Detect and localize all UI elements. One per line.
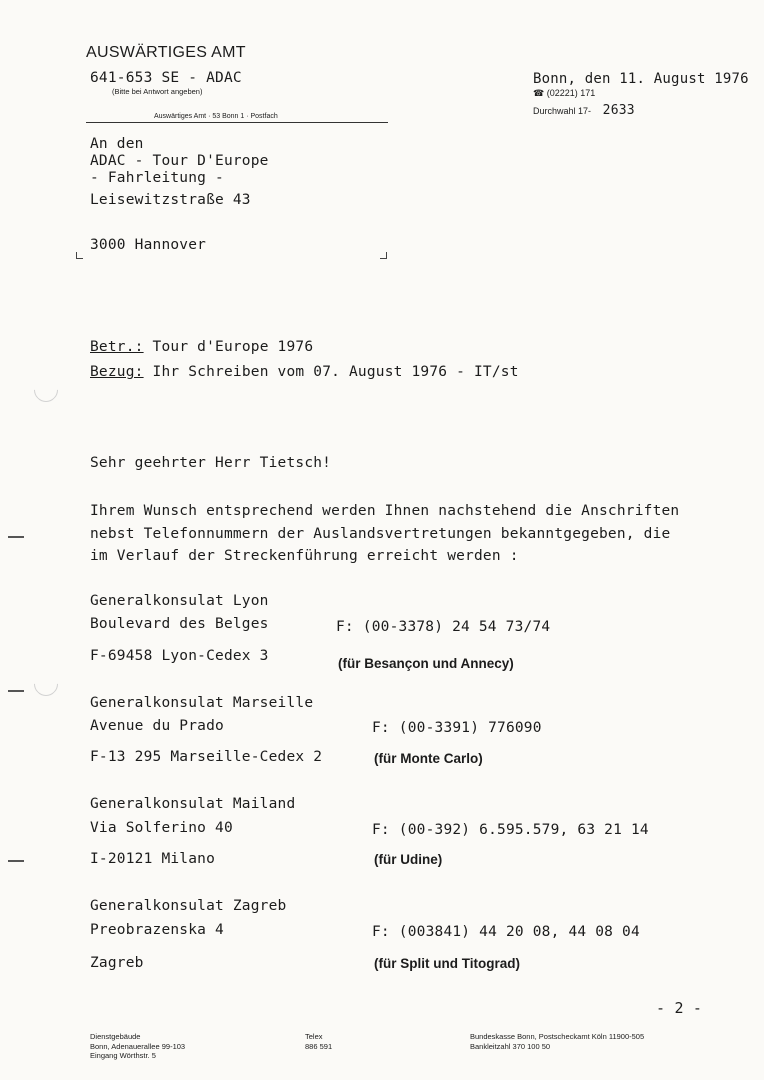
consulate-phone: F: (00-3391) 776090 bbox=[372, 720, 542, 736]
footer-telex-line: Telex bbox=[305, 1032, 323, 1041]
consulate-street: Via Solferino 40 bbox=[90, 820, 233, 836]
sender-line: Auswärtiges Amt · 53 Bonn 1 · Postfach bbox=[154, 113, 278, 120]
ministry-name: AUSWÄRTIGES AMT bbox=[86, 44, 246, 61]
consulate-note: (für Udine) bbox=[374, 852, 443, 867]
consulate-street: Avenue du Prado bbox=[90, 718, 224, 734]
footer-building-line: Eingang Wörthstr. 5 bbox=[90, 1051, 156, 1060]
consulate-name: Generalkonsulat Mailand bbox=[90, 796, 296, 812]
paragraph-line-1: Ihrem Wunsch entsprechend werden Ihnen nachstehend die Anschriften bbox=[90, 503, 680, 519]
consulate-name: Generalkonsulat Zagreb bbox=[90, 898, 287, 914]
consulate-name: Generalkonsulat Lyon bbox=[90, 593, 269, 609]
footer-bank bbox=[470, 1032, 644, 1051]
recipient-line-3: - Fahrleitung - bbox=[90, 170, 224, 186]
fold-mark-middle bbox=[8, 690, 24, 692]
paragraph-line-3: im Verlauf der Streckenführung erreicht werden : bbox=[90, 548, 519, 564]
consulate-city: F-13 295 Marseille-Cedex 2 bbox=[90, 749, 323, 765]
recipient-line-4: Leisewitzstraße 43 bbox=[90, 192, 251, 208]
date-line: Bonn, den 11. August 1976 bbox=[533, 71, 749, 87]
footer-telex-line: 886 591 bbox=[305, 1041, 333, 1051]
betr-label: Betr.: bbox=[90, 339, 144, 355]
phone-number: ☎ (02221) 171 bbox=[533, 88, 596, 98]
recipient-line-1: An den bbox=[90, 136, 144, 152]
consulate-name: Generalkonsulat Marseille bbox=[90, 695, 314, 711]
extension-value: 2633 bbox=[602, 103, 635, 118]
footer-telex bbox=[305, 1032, 332, 1051]
consulate-street: Preobrazenska 4 bbox=[90, 922, 224, 938]
fold-mark-bottom bbox=[8, 860, 24, 862]
window-corner-left bbox=[76, 252, 83, 259]
extension-line bbox=[533, 99, 635, 118]
reference-line bbox=[90, 364, 519, 380]
footer-building-line: Dienstgebäude bbox=[90, 1032, 141, 1041]
paragraph-line-2: nebst Telefonnummern der Auslandsvertretungen bekanntgegeben, die bbox=[90, 526, 671, 542]
recipient-line-2: ADAC - Tour D'Europe bbox=[90, 153, 269, 169]
consulate-note: (für Split und Titograd) bbox=[374, 956, 520, 971]
punch-hole-top bbox=[29, 373, 63, 407]
consulate-city: Zagreb bbox=[90, 955, 144, 971]
consulate-note: (für Besançon und Annecy) bbox=[338, 656, 514, 671]
subject-line bbox=[90, 339, 313, 355]
footer-building-line: Bonn, Adenauerallee 99-103 bbox=[90, 1041, 186, 1051]
punch-hole-bottom bbox=[29, 667, 63, 701]
consulate-note: (für Monte Carlo) bbox=[374, 751, 483, 766]
footer-bank-line: Bundeskasse Bonn, Postscheckamt Köln 11900-505 bbox=[470, 1032, 645, 1041]
consulate-phone: F: (00-392) 6.595.579, 63 21 14 bbox=[372, 822, 649, 838]
recipient-city: 3000 Hannover bbox=[90, 237, 207, 253]
salutation: Sehr geehrter Herr Tietsch! bbox=[90, 455, 332, 471]
consulate-phone: F: (00-3378) 24 54 73/74 bbox=[336, 619, 551, 635]
consulate-street: Boulevard des Belges bbox=[90, 616, 269, 632]
page-marker: - 2 - bbox=[656, 999, 703, 1017]
window-corner-right bbox=[380, 252, 387, 259]
footer-building bbox=[90, 1032, 185, 1061]
consulate-phone: F: (003841) 44 20 08, 44 08 04 bbox=[372, 924, 640, 940]
reference-number: 641-653 SE - ADAC bbox=[90, 70, 242, 86]
bezug-text: Ihr Schreiben vom 07. August 1976 - IT/st bbox=[152, 364, 519, 380]
reference-note: (Bitte bei Antwort angeben) bbox=[112, 87, 203, 96]
address-window-rule bbox=[86, 122, 388, 123]
consulate-city: I-20121 Milano bbox=[90, 851, 216, 867]
footer-bank-line: Bankleitzahl 370 100 50 bbox=[470, 1041, 551, 1051]
consulate-city: F-69458 Lyon-Cedex 3 bbox=[90, 648, 269, 664]
betr-text: Tour d'Europe 1976 bbox=[152, 339, 314, 355]
extension-label: Durchwahl 17- bbox=[533, 106, 592, 116]
bezug-label: Bezug: bbox=[90, 364, 144, 380]
fold-mark-top bbox=[8, 536, 24, 538]
